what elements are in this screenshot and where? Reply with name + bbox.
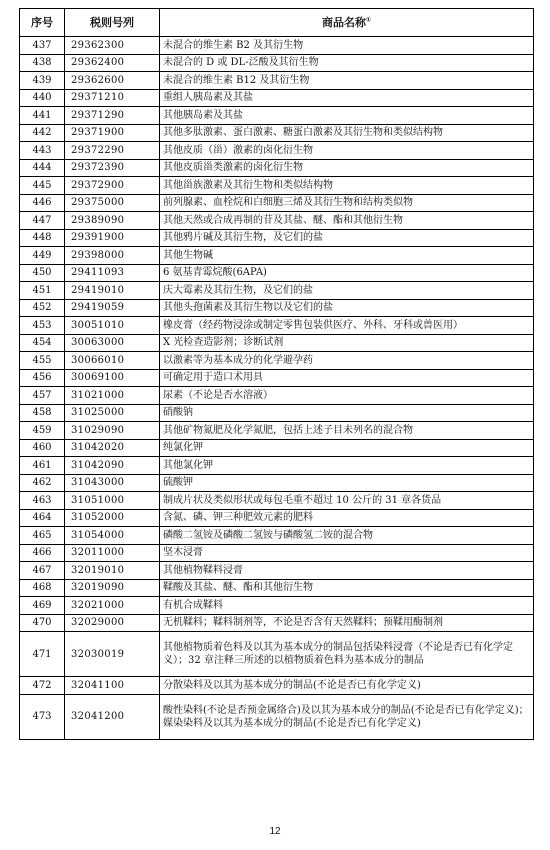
cell-serial-number: 449: [20, 247, 65, 265]
cell-tariff-code: 32011000: [65, 544, 160, 562]
cell-serial-number: 447: [20, 212, 65, 230]
cell-serial-number: 443: [20, 142, 65, 160]
cell-serial-number: 451: [20, 282, 65, 300]
table-row: [20, 282, 534, 300]
cell-tariff-code: 32019010: [65, 562, 160, 580]
table-row: [20, 677, 534, 695]
cell-product-name: 其他植物质着色料及以其为基本成分的制品包括染料浸膏（不论是否已有化学定义）；32 章注释三所述的以植物质着色料为基本成分的制品: [160, 632, 534, 677]
page-number: 12: [269, 826, 281, 837]
table-row: [20, 107, 534, 125]
cell-product-name: 其他胰岛素及其盐: [160, 107, 534, 125]
header-product-name: [160, 9, 534, 37]
cell-serial-number: 473: [20, 694, 65, 739]
cell-tariff-code: 30066010: [65, 352, 160, 370]
cell-serial-number: 471: [20, 632, 65, 677]
cell-tariff-code: 31052000: [65, 509, 160, 527]
table-row: [20, 229, 534, 247]
cell-serial-number: 454: [20, 334, 65, 352]
cell-product-name: 其他矿物氮肥及化学氮肥，包括上述子目未列名的混合物: [160, 422, 534, 440]
table-row: [20, 212, 534, 230]
cell-tariff-code: 29411093: [65, 264, 160, 282]
cell-serial-number: 462: [20, 474, 65, 492]
cell-tariff-code: 31054000: [65, 527, 160, 545]
cell-serial-number: 467: [20, 562, 65, 580]
cell-tariff-code: 30051010: [65, 317, 160, 335]
cell-product-name: 其他甾族激素及其衍生物和类似结构物: [160, 177, 534, 195]
footnote-marker: ①: [365, 16, 372, 24]
cell-product-name: 硫酸钾: [160, 474, 534, 492]
cell-tariff-code: 29391900: [65, 229, 160, 247]
cell-tariff-code: 29372900: [65, 177, 160, 195]
cell-tariff-code: 29362600: [65, 72, 160, 90]
table-row: [20, 579, 534, 597]
cell-tariff-code: 30069100: [65, 369, 160, 387]
cell-serial-number: 453: [20, 317, 65, 335]
cell-tariff-code: 30063000: [65, 334, 160, 352]
table-row: [20, 492, 534, 510]
tariff-table-page: [19, 8, 533, 740]
cell-product-name: 纯氯化钾: [160, 439, 534, 457]
cell-serial-number: 472: [20, 677, 65, 695]
cell-product-name: 有机合成鞣料: [160, 597, 534, 615]
cell-serial-number: 448: [20, 229, 65, 247]
cell-product-name: 坚木浸膏: [160, 544, 534, 562]
table-row: [20, 422, 534, 440]
header-product-name-label: 商品名称: [321, 16, 366, 29]
table-row: [20, 37, 534, 55]
cell-serial-number: 444: [20, 159, 65, 177]
cell-serial-number: 441: [20, 107, 65, 125]
cell-product-name: 重组人胰岛素及其盐: [160, 89, 534, 107]
cell-product-name: 其他天然或合成再制的苷及其盐、醚、酯和其他衍生物: [160, 212, 534, 230]
cell-product-name: 其他皮质（甾）激素的卤化衍生物: [160, 142, 534, 160]
table-row: [20, 614, 534, 632]
table-row: [20, 89, 534, 107]
cell-serial-number: 458: [20, 404, 65, 422]
cell-serial-number: 438: [20, 54, 65, 72]
cell-serial-number: 442: [20, 124, 65, 142]
table-row: [20, 562, 534, 580]
cell-product-name: 前列腺素、血栓烷和白细胞三烯及其衍生物和结构类似物: [160, 194, 534, 212]
table-row: [20, 474, 534, 492]
table-row: [20, 142, 534, 160]
cell-serial-number: 452: [20, 299, 65, 317]
cell-serial-number: 465: [20, 527, 65, 545]
table-row: [20, 597, 534, 615]
table-row: [20, 404, 534, 422]
cell-tariff-code: 32041200: [65, 694, 160, 739]
header-serial-number: 序号: [20, 9, 65, 37]
cell-product-name: X 光检查造影剂；诊断试剂: [160, 334, 534, 352]
cell-tariff-code: 32019090: [65, 579, 160, 597]
cell-serial-number: 437: [20, 37, 65, 55]
table-row: [20, 247, 534, 265]
table-row: [20, 369, 534, 387]
table-row: [20, 194, 534, 212]
cell-serial-number: 455: [20, 352, 65, 370]
table-row: [20, 694, 534, 739]
cell-serial-number: 457: [20, 387, 65, 405]
cell-tariff-code: 31021000: [65, 387, 160, 405]
table-body: [20, 37, 534, 740]
cell-serial-number: 466: [20, 544, 65, 562]
cell-tariff-code: 29419059: [65, 299, 160, 317]
cell-product-name: 尿素（不论是否水溶液）: [160, 387, 534, 405]
cell-serial-number: 460: [20, 439, 65, 457]
cell-product-name: 未混合的维生素 B2 及其衍生物: [160, 37, 534, 55]
cell-product-name: 未混合的维生素 B12 及其衍生物: [160, 72, 534, 90]
cell-serial-number: 446: [20, 194, 65, 212]
cell-product-name: 庆大霉素及其衍生物，及它们的盐: [160, 282, 534, 300]
table-row: [20, 299, 534, 317]
cell-product-name: 以激素等为基本成分的化学避孕药: [160, 352, 534, 370]
cell-product-name: 橡皮膏（经药物浸涂或制定零售包装供医疗、外科、牙科或兽医用）: [160, 317, 534, 335]
cell-serial-number: 469: [20, 597, 65, 615]
table-row: [20, 352, 534, 370]
cell-serial-number: 445: [20, 177, 65, 195]
cell-tariff-code: 29398000: [65, 247, 160, 265]
cell-product-name: 其他植物鞣料浸膏: [160, 562, 534, 580]
cell-product-name: 鞣酸及其盐、醚、酯和其他衍生物: [160, 579, 534, 597]
cell-product-name: 酸性染料(不论是否预金属络合)及以其为基本成分的制品(不论是否已有化学定义)；媒染染料及以其为基本成分的制品(不论是否已有化学定义): [160, 694, 534, 739]
table-row: [20, 334, 534, 352]
cell-product-name: 其他氯化钾: [160, 457, 534, 475]
table-row: [20, 177, 534, 195]
table-row: [20, 509, 534, 527]
cell-serial-number: 450: [20, 264, 65, 282]
table-row: [20, 264, 534, 282]
table-row: [20, 54, 534, 72]
cell-product-name: 未混合的 D 或 DL-泛酸及其衍生物: [160, 54, 534, 72]
table-row: [20, 159, 534, 177]
cell-product-name: 无机鞣料；鞣料制剂等，不论是否含有天然鞣料；预鞣用酶制剂: [160, 614, 534, 632]
table-row: [20, 124, 534, 142]
tariff-table: [19, 8, 534, 740]
cell-product-name: 分散染料及以其为基本成分的制品(不论是否已有化学定义): [160, 677, 534, 695]
cell-product-name: 制成片状及类似形状或每包毛重不超过 10 公斤的 31 章各货品: [160, 492, 534, 510]
cell-tariff-code: 29362400: [65, 54, 160, 72]
table-row: [20, 544, 534, 562]
table-row: [20, 387, 534, 405]
cell-tariff-code: 29375000: [65, 194, 160, 212]
cell-tariff-code: 31043000: [65, 474, 160, 492]
cell-tariff-code: 32030019: [65, 632, 160, 677]
table-row: [20, 527, 534, 545]
cell-tariff-code: 29372390: [65, 159, 160, 177]
cell-serial-number: 468: [20, 579, 65, 597]
cell-tariff-code: 29371900: [65, 124, 160, 142]
cell-tariff-code: 31029090: [65, 422, 160, 440]
cell-tariff-code: 29389090: [65, 212, 160, 230]
cell-product-name: 其他头孢菌素及其衍生物以及它们的盐: [160, 299, 534, 317]
cell-tariff-code: 29371290: [65, 107, 160, 125]
cell-tariff-code: 31042020: [65, 439, 160, 457]
cell-tariff-code: 29371210: [65, 89, 160, 107]
cell-product-name: 其他多肽激素、蛋白激素、糖蛋白激素及其衍生物和类似结构物: [160, 124, 534, 142]
cell-serial-number: 464: [20, 509, 65, 527]
table-row: [20, 457, 534, 475]
cell-serial-number: 459: [20, 422, 65, 440]
cell-product-name: 磷酸二氢铵及磷酸二氢铵与磷酸氢二铵的混合物: [160, 527, 534, 545]
cell-product-name: 可确定用于造口术用具: [160, 369, 534, 387]
cell-tariff-code: 29362300: [65, 37, 160, 55]
cell-tariff-code: 29372290: [65, 142, 160, 160]
cell-serial-number: 439: [20, 72, 65, 90]
cell-tariff-code: 32041100: [65, 677, 160, 695]
table-row: [20, 632, 534, 677]
cell-product-name: 硝酸钠: [160, 404, 534, 422]
cell-serial-number: 463: [20, 492, 65, 510]
cell-tariff-code: 32021000: [65, 597, 160, 615]
cell-product-name: 6 氨基青霉烷酸(6APA): [160, 264, 534, 282]
cell-tariff-code: 31025000: [65, 404, 160, 422]
cell-tariff-code: 29419010: [65, 282, 160, 300]
cell-product-name: 含氮、磷、钾三种肥效元素的肥料: [160, 509, 534, 527]
cell-tariff-code: 31042090: [65, 457, 160, 475]
table-header-row: [20, 9, 534, 37]
cell-tariff-code: 32029000: [65, 614, 160, 632]
table-row: [20, 72, 534, 90]
cell-tariff-code: 31051000: [65, 492, 160, 510]
table-row: [20, 439, 534, 457]
cell-serial-number: 470: [20, 614, 65, 632]
cell-product-name: 其他皮质甾类激素的卤化衍生物: [160, 159, 534, 177]
cell-product-name: 其他生物碱: [160, 247, 534, 265]
cell-serial-number: 440: [20, 89, 65, 107]
cell-serial-number: 461: [20, 457, 65, 475]
cell-product-name: 其他鸦片碱及其衍生物，及它们的盐: [160, 229, 534, 247]
header-tariff-code: 税则号列: [65, 9, 160, 37]
table-row: [20, 317, 534, 335]
cell-serial-number: 456: [20, 369, 65, 387]
